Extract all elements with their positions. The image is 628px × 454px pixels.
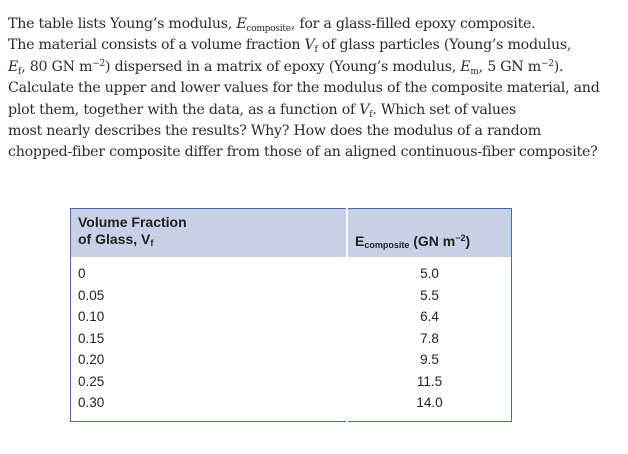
volume-fraction-cell: 0.05 [71,285,348,307]
table-row [71,371,512,393]
problem-line-6: most nearly describes the results? Why? How does the modulus of a random [8,123,541,140]
table-row [71,328,512,350]
header-volume-fraction: Volume Fraction of Glass, $V_f$ [71,209,348,258]
modulus-cell: 5.0 [420,266,439,281]
problem-line-2: The material consists of a volume fraction $V_f$ of glass particles (Young’s modulus, [8,37,572,56]
modulus-cell: 14.0 [416,395,443,410]
problem-line-5: plot them, together with the data, as a function of $V_f$. Which set of values [8,101,516,120]
modulus-cell: 11.5 [416,373,443,389]
problem-line-7: chopped-fiber composite differ from those of an aligned continuous-fiber composite? [8,144,598,161]
table-row [71,285,512,307]
volume-fraction-cell: 0 [71,257,348,285]
problem-line-4: Calculate the upper and lower values for the modulus of the composite material, and [8,80,600,97]
modulus-cell: 7.8 [420,330,439,346]
table-row [71,306,512,328]
table-row [71,257,512,285]
header-e-composite: $E_{composite}$ (GN $m^{-2}$) [347,209,512,258]
modulus-cell: 6.4 [420,309,439,324]
modulus-cell: 5.5 [420,287,439,303]
table-row [71,392,512,421]
volume-fraction-cell: 0.15 [71,328,348,350]
volume-fraction-cell: 0.25 [71,371,348,393]
modulus-data-table [70,208,512,422]
modulus-cell: 9.5 [420,352,439,367]
problem-line-1: The table lists Young’s modulus, $E_{composite}$, for a glass-filled epoxy composite. [8,16,536,34]
table-row [71,349,512,371]
table-header-row [71,209,512,258]
volume-fraction-cell: 0.20 [71,349,348,371]
problem-statement [8,14,620,164]
volume-fraction-cell: 0.30 [71,392,348,421]
problem-line-3: $E_f$, 80 GN $m^{-2}$) dispersed in a matrix of epoxy (Young’s modulus, $E_m$, 5 GN $m^{-2}$). [8,58,564,77]
volume-fraction-cell: 0.10 [71,306,348,328]
